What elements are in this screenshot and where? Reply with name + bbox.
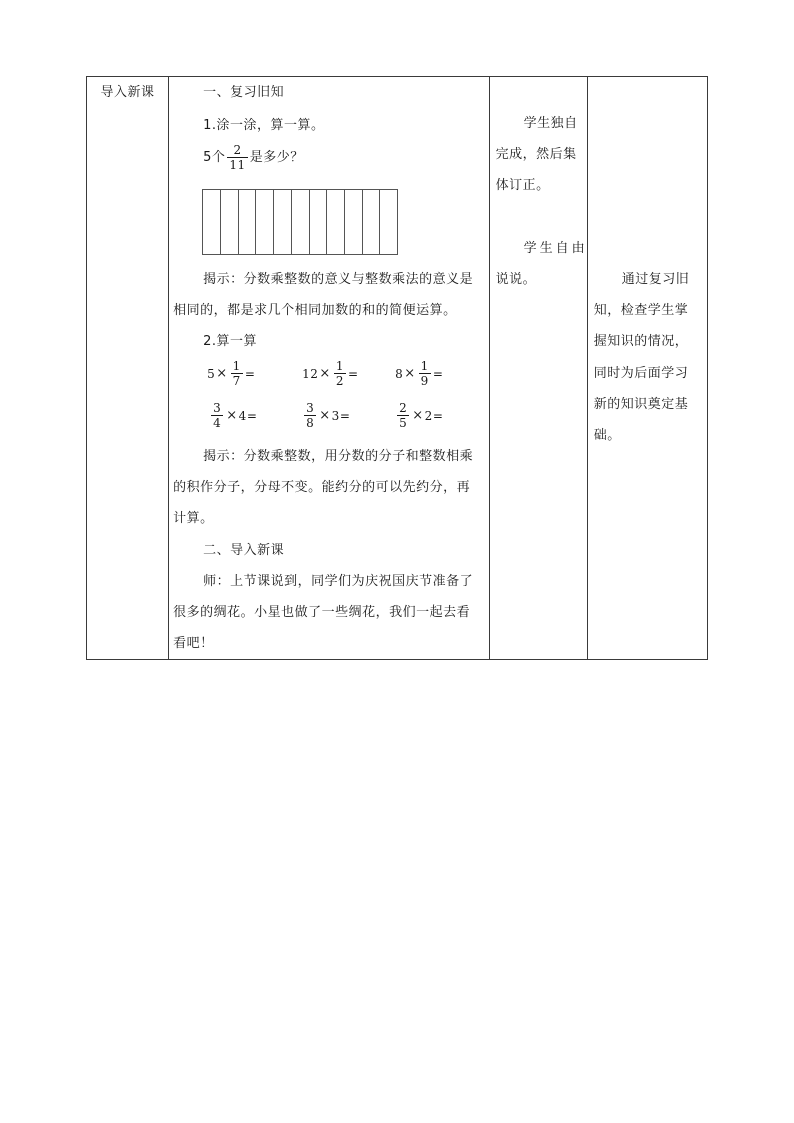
- shading-grid: [202, 189, 398, 255]
- fraction-denominator: 4: [213, 416, 222, 430]
- student-activity-cell: [489, 77, 587, 660]
- intent-line-3: 握知识的情况，: [593, 334, 689, 349]
- new-lesson-heading: 二、导入新课: [203, 543, 285, 558]
- question-1-prefix: 5个: [203, 149, 226, 165]
- equation-2: [302, 359, 358, 388]
- question-1: [203, 143, 304, 172]
- review-heading: 一、复习旧知: [203, 85, 285, 100]
- stage-label: 导入新课: [100, 85, 155, 100]
- grid-column: [203, 190, 221, 254]
- grid-column: [256, 190, 274, 254]
- equation-5: [302, 401, 350, 430]
- equation-3-fraction: [419, 359, 431, 388]
- fraction-denominator: 8: [306, 416, 315, 430]
- fraction-numerator: 3: [213, 401, 222, 415]
- fraction-numerator: 1: [232, 359, 241, 373]
- grid-column: [310, 190, 328, 254]
- equals-sign: =: [246, 408, 258, 423]
- multiply-sign: ×: [404, 365, 416, 381]
- multiply-sign: ×: [412, 407, 424, 423]
- grid-column: [363, 190, 381, 254]
- student-b-line-2: 说说。: [495, 272, 537, 287]
- intent-line-6: 础。: [593, 428, 621, 443]
- intent-line-2: 知，检查学生掌: [593, 303, 689, 318]
- fraction-denominator: 7: [232, 374, 241, 388]
- equals-sign: =: [244, 366, 256, 381]
- question-1-suffix: 是多少？: [249, 149, 304, 165]
- grid-column: [292, 190, 310, 254]
- fraction-numerator: 1: [420, 359, 429, 373]
- hint-1-line-2: 相同的，都是求几个相同加数的和的简便运算。: [173, 303, 457, 318]
- grid-column: [345, 190, 363, 254]
- fraction-numerator: 2: [233, 143, 242, 157]
- grid-column: [380, 190, 397, 254]
- fraction-2-11: [227, 143, 247, 172]
- grid-column: [327, 190, 345, 254]
- equation-3-whole: 8: [395, 366, 404, 381]
- hint-2-line-2: 的积作分子，分母不变。能约分的可以先约分，再: [173, 480, 471, 495]
- equation-4-fraction: [211, 401, 223, 430]
- grid-column: [221, 190, 239, 254]
- grid-column: [239, 190, 257, 254]
- equation-2-fraction: [334, 359, 346, 388]
- equation-4-whole: 4: [238, 408, 247, 423]
- equals-sign: =: [432, 366, 444, 381]
- stage-cell: [87, 77, 169, 660]
- equals-sign: =: [347, 366, 359, 381]
- multiply-sign: ×: [319, 407, 331, 423]
- equals-sign: =: [432, 408, 444, 423]
- fraction-denominator: 11: [229, 158, 246, 172]
- equation-5-fraction: [304, 401, 316, 430]
- equation-6: [395, 401, 443, 430]
- fraction-numerator: 2: [399, 401, 408, 415]
- multiply-sign: ×: [216, 365, 228, 381]
- intent-line-5: 新的知识奠定基: [593, 397, 689, 412]
- multiply-sign: ×: [319, 365, 331, 381]
- hint-1-line-1: 揭示：分数乘整数的意义与整数乘法的意义是: [203, 272, 474, 287]
- student-b-line-1: 学生自由: [523, 241, 588, 256]
- teacher-talk-line-3: 看吧！: [173, 636, 214, 651]
- table-row: [87, 77, 708, 660]
- equation-4: [209, 401, 257, 430]
- equation-6-whole: 2: [424, 408, 433, 423]
- fraction-denominator: 2: [335, 374, 344, 388]
- equation-3: [395, 359, 443, 388]
- teacher-activity-cell: [169, 77, 490, 660]
- equation-1-whole: 5: [207, 366, 216, 381]
- multiply-sign: ×: [226, 407, 238, 423]
- grid-column: [274, 190, 292, 254]
- fraction-denominator: 9: [420, 374, 429, 388]
- fraction-numerator: 3: [306, 401, 315, 415]
- fraction-denominator: 5: [399, 416, 408, 430]
- equation-1: [207, 359, 255, 388]
- student-a-line-2: 完成，然后集: [495, 147, 577, 162]
- student-a-line-3: 体订正。: [495, 178, 550, 193]
- intent-line-4: 同时为后面学习: [593, 366, 689, 381]
- equation-2-whole: 12: [302, 366, 319, 381]
- equation-6-fraction: [397, 401, 409, 430]
- hint-2-line-3: 计算。: [173, 511, 214, 526]
- equation-5-whole: 3: [331, 408, 340, 423]
- hint-2-line-1: 揭示：分数乘整数，用分数的分子和整数相乘: [203, 449, 474, 464]
- teacher-talk-line-2: 很多的绸花。小星也做了一些绸花，我们一起去看: [173, 605, 471, 620]
- teacher-talk-line-1: 师：上节课说到，同学们为庆祝国庆节准备了: [203, 574, 474, 589]
- equation-1-fraction: [231, 359, 243, 388]
- equals-sign: =: [339, 408, 351, 423]
- fraction-numerator: 1: [335, 359, 344, 373]
- design-intent-cell: [587, 77, 707, 660]
- lesson-plan-table: [86, 76, 708, 660]
- task-2-title: 2.算一算: [203, 334, 258, 349]
- task-1-title: 1.涂一涂，算一算。: [203, 118, 325, 133]
- student-a-line-1: 学生独自: [523, 116, 578, 131]
- intent-line-1: 通过复习旧: [621, 272, 690, 287]
